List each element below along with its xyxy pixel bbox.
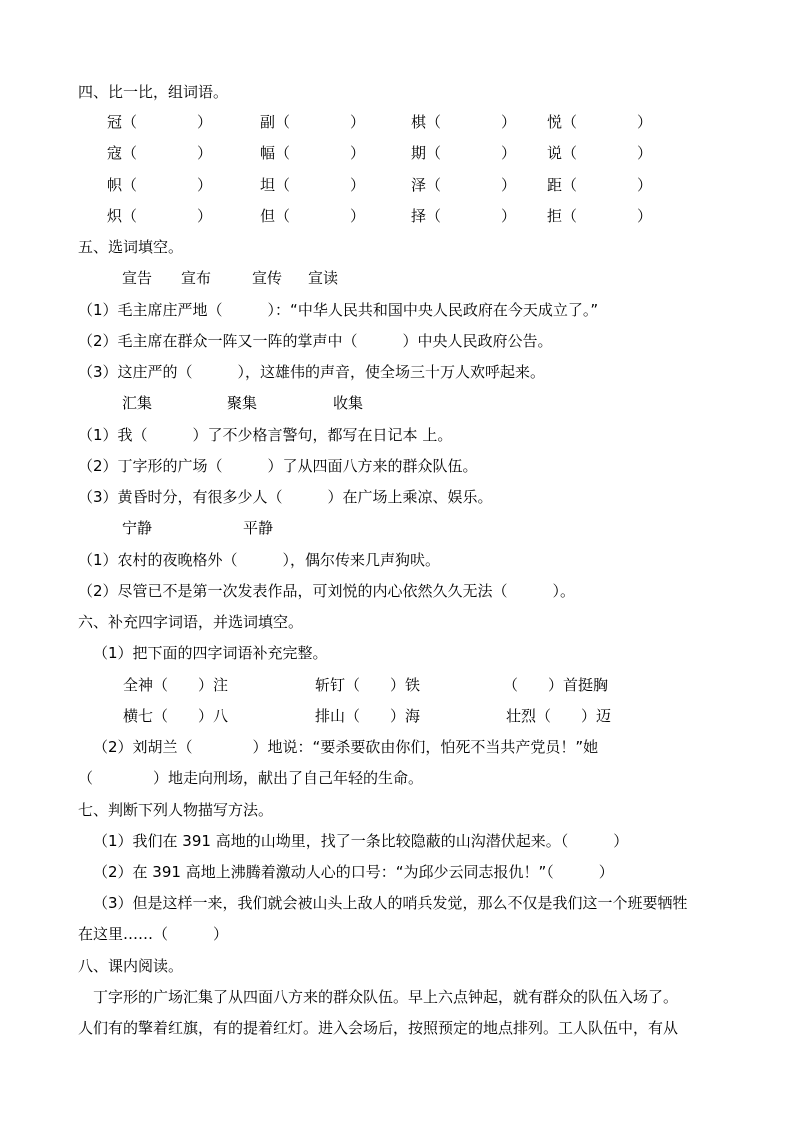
question-line (0, 294, 794, 326)
section-4-row-3 (0, 169, 794, 201)
word-bank-item: 收集 (333, 394, 364, 412)
idiom-cell: 斩钉（ ）铁 (315, 676, 421, 694)
word-bank-item: 宣读 (308, 269, 339, 287)
section-5-heading (0, 231, 794, 263)
sub-question-continued (0, 762, 794, 794)
question-line-continued (0, 918, 794, 950)
question-line (0, 481, 794, 513)
section-4-row-1 (0, 106, 794, 138)
question-text: （1）农村的夜晚格外（ ），偶尔传来几声狗吠。 (78, 551, 441, 569)
word-cell: 炽（ ） (107, 207, 213, 225)
question-line (0, 419, 794, 451)
word-cell: 寇（ ） (107, 144, 213, 162)
sub-question-text: （ ）地走向刑场，献出了自己年轻的生命。 (78, 769, 424, 787)
word-bank-item: 宣告 (122, 269, 153, 287)
sub-question (0, 731, 794, 763)
word-cell: 坦（ ） (260, 176, 366, 194)
word-cell: 但（ ） (260, 207, 366, 225)
question-text: （3）这庄严的（ ），这雄伟的声音，使全场三十万人欢呼起来。 (78, 363, 546, 381)
sub-question-text: （1）把下面的四字词语补充完整。 (93, 644, 328, 662)
section-6-heading (0, 606, 794, 638)
question-line (0, 887, 794, 919)
question-text: （3）黄昏时分，有很多少人（ ）在广场上乘凉、娱乐。 (78, 488, 493, 506)
word-cell: 距（ ） (547, 176, 653, 194)
word-cell: 棋（ ） (411, 113, 517, 131)
sub-question-text: （2）刘胡兰（ ）地说：“要杀要砍由你们，怕死不当共产党员！”她 (93, 738, 599, 756)
section-7-heading (0, 794, 794, 826)
question-text: （3）但是这样一来，我们就会被山头上敌人的哨兵发觉，那么不仅是我们这一个班要牺牲 (93, 894, 688, 912)
idiom-row-2 (0, 700, 794, 732)
section-6-heading-text: 六、补充四字词语，并选词填空。 (78, 613, 304, 631)
question-line (0, 356, 794, 388)
word-cell: 冠（ ） (107, 113, 213, 131)
passage-text: 人们有的擎着红旗，有的提着红灯。进入会场后，按照预定的地点排列。工人队伍中，有从 (78, 1019, 679, 1037)
question-line (0, 825, 794, 857)
question-line (0, 575, 794, 607)
reading-passage-line (0, 981, 794, 1013)
word-cell: 副（ ） (260, 113, 366, 131)
sub-question (0, 637, 794, 669)
idiom-cell: 壮烈（ ）迈 (506, 707, 612, 725)
section-5-heading-text: 五、选词填空。 (78, 238, 184, 256)
question-text: （2）丁字形的广场（ ）了从四面八方来的群众队伍。 (78, 457, 478, 475)
word-bank-1 (0, 262, 794, 294)
word-bank-item: 宣布 (181, 269, 212, 287)
question-line (0, 450, 794, 482)
word-bank-item: 汇集 (122, 394, 153, 412)
question-line (0, 325, 794, 357)
word-bank-item: 宣传 (252, 269, 283, 287)
word-cell: 期（ ） (411, 144, 517, 162)
question-text: （1）我（ ）了不少格言警句，都写在日记本 上。 (78, 426, 453, 444)
section-4-heading-text: 四、比一比，组词语。 (78, 83, 229, 101)
idiom-cell: 横七（ ）八 (123, 707, 229, 725)
word-bank-3 (0, 512, 794, 544)
idiom-cell: 排山（ ）海 (315, 707, 421, 725)
question-text: （2）在 391 高地上沸腾着激动人心的口号：“为邱少云同志报仇！”（ ） (93, 863, 614, 881)
word-cell: 幅（ ） (260, 144, 366, 162)
idiom-cell: 全神（ ）注 (123, 676, 229, 694)
word-cell: 泽（ ） (411, 176, 517, 194)
reading-passage-line (0, 1012, 794, 1044)
section-8-heading-text: 八、课内阅读。 (78, 957, 184, 975)
word-cell: 帜（ ） (107, 176, 213, 194)
section-4-row-4 (0, 200, 794, 232)
section-7-heading-text: 七、判断下列人物描写方法。 (78, 801, 274, 819)
question-line (0, 856, 794, 888)
word-cell: 择（ ） (411, 207, 517, 225)
question-text: （1）毛主席庄严地（ ）：“中华人民共和国中央人民政府在今天成立了。” (78, 301, 599, 319)
idiom-cell: （ ）首挺胸 (503, 676, 609, 694)
question-text: （1）我们在 391 高地的山坳里，找了一条比较隐蔽的山沟潜伏起来。（ ） (93, 832, 629, 850)
word-bank-item: 平静 (243, 519, 274, 537)
question-text: （2）尽管已不是第一次发表作品，可刘悦的内心依然久久无法（ ）。 (78, 582, 576, 600)
question-text: （2）毛主席在群众一阵又一阵的掌声中（ ）中央人民政府公告。 (78, 332, 553, 350)
word-bank-item: 聚集 (227, 394, 258, 412)
word-cell: 拒（ ） (547, 207, 653, 225)
passage-text: 丁字形的广场汇集了从四面八方来的群众队伍。早上六点钟起，就有群众的队伍入场了。 (93, 988, 679, 1006)
question-text: 在这里……（ ） (78, 925, 229, 943)
section-8-heading (0, 950, 794, 982)
word-bank-2 (0, 387, 794, 419)
word-bank-item: 宁静 (122, 519, 153, 537)
question-line (0, 544, 794, 576)
idiom-row-1 (0, 669, 794, 701)
word-cell: 说（ ） (547, 144, 653, 162)
section-4-heading (0, 76, 794, 108)
section-4-row-2 (0, 137, 794, 169)
word-cell: 悦（ ） (547, 113, 653, 131)
